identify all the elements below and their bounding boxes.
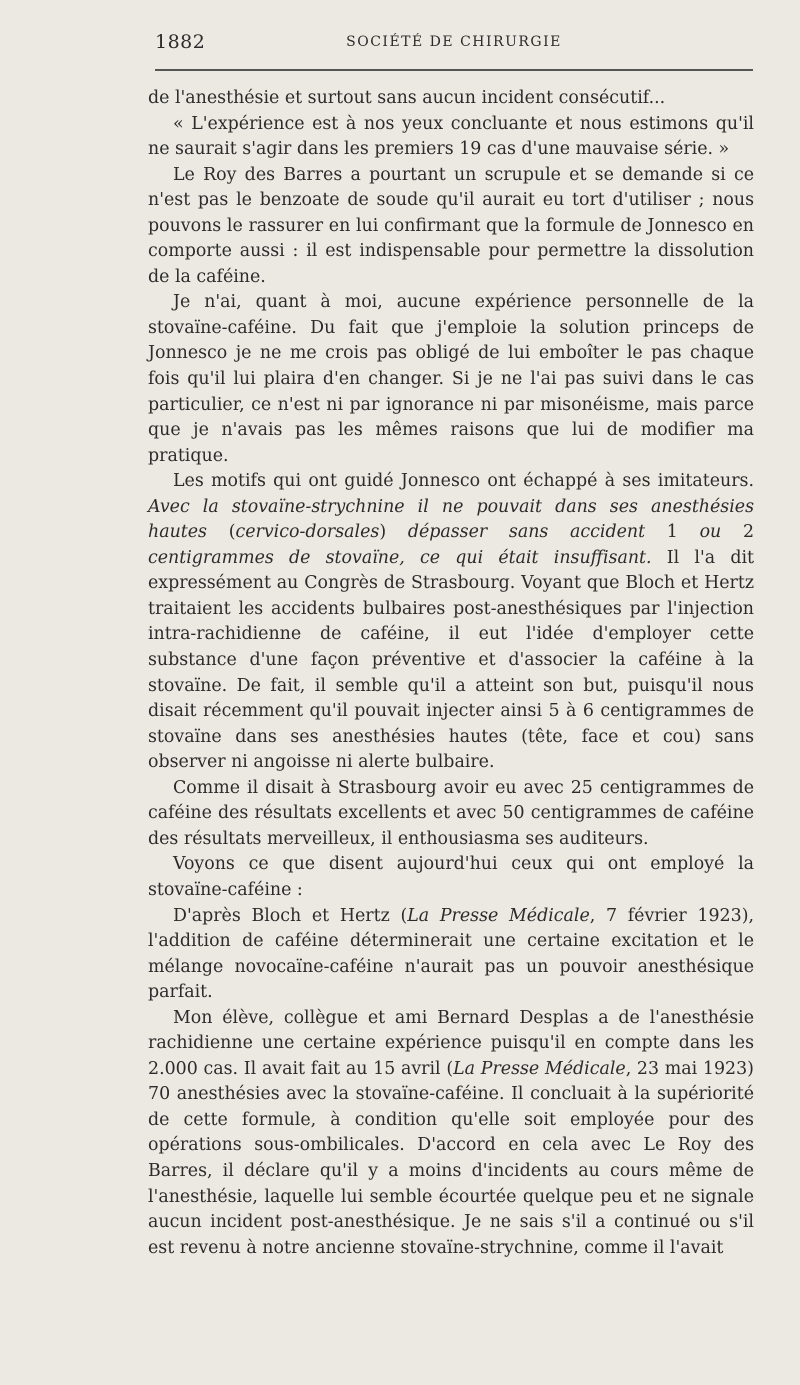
paragraph-5-italic-2: cervico-dorsales xyxy=(235,522,380,543)
paragraph-7: Voyons ce que disent aujourd'hui ceux qui ont employé la stovaïne-caféine : xyxy=(148,854,754,900)
paragraph-8-start: D'après Bloch et Hertz ( xyxy=(173,905,408,926)
body-text xyxy=(148,86,754,1261)
paragraph-5-italic-1: Avec la stovaïne-strychnine il ne pouvait dans ses anesthésies hautes xyxy=(148,496,754,543)
paragraph-8 xyxy=(148,904,754,1006)
paragraph-2: « L'expérience est à nos yeux concluante et nous estimons qu'il ne saurait s'agir dans les premiers 19 cas d'une mauvaise série. » xyxy=(148,113,754,160)
page-number: 1882 xyxy=(155,31,206,53)
paragraph-9-italic: La Presse Médicale xyxy=(453,1058,626,1079)
paragraph-5-italic-4: ou xyxy=(699,522,722,543)
paragraph-8-italic: La Presse Médicale xyxy=(407,905,590,926)
paragraph-5-italic-5: centigrammes de stovaïne, ce qui était insuffisant. xyxy=(148,547,652,568)
paragraph-8-rest: , 7 février 1923), l'addition de caféine déterminerait une certaine excitation et le mélange novocaïne-caféine n'aurait pas un pouvoir anesthésique parfait. xyxy=(148,905,755,1003)
paragraph-4: Je n'ai, quant à moi, aucune expérience personnelle de la stovaïne-caféine. Du fait que j'emploie la solution princeps de Jonnesco je ne me crois pas obligé de lui emboîter le pas chaque fois qu'il lui plaira d'en changer. Si je ne l'ai pas suivi dans le cas particulier, ce n'est ni par ignorance ni par misonéisme, mais parce que je n'avais pas les mêmes raisons que lui de modifier ma pratique. xyxy=(148,292,754,466)
paragraph-5-rest: Il l'a dit expressément au Congrès de Strasbourg. Voyant que Bloch et Hertz traitaient les accidents bulbaires post-anesthésiques par l'injection intra-rachidienne de caféine, il eut l'idée d'employer cette substance d'une façon préventive et d'associer la caféine à la stovaïne. De fait, il semble qu'il a atteint son but, puisqu'il nous disait récemment qu'il pouvait injecter ainsi 5 à 6 centigrammes de stovaïne dans ses anesthésies hautes (tête, face et cou) sans observer ni angoisse ni alerte bulbaire. xyxy=(148,547,755,773)
paragraph-5-start: Les motifs qui ont guidé Jonnesco ont échappé à ses imitateurs. xyxy=(173,471,754,492)
paragraph-9-rest: , 23 mai 1923) 70 anesthésies avec la stovaïne-caféine. Il concluait à la supériorité de cette formule, à condition qu'elle soit employée pour des opérations sous-ombilicales. D'accord en cela avec Le Roy des Barres, il déclare qu'il y a moins d'incidents au cours même de l'anesthésie, laquelle lui semble écourtée quelque peu et ne signale aucun incident post-anesthésique. Je ne sais s'il a continué ou s'il est revenu à notre ancienne stovaïne-strychnine, comme il l'avait xyxy=(148,1058,754,1258)
paragraph-6: Comme il disait à Strasbourg avoir eu avec 25 centigrammes de caféine des résultats excellents et avec 50 centigrammes de caféine des résultats merveilleux, il enthousiasma ses auditeurs. xyxy=(148,777,754,849)
paragraph-1: de l'anesthésie et surtout sans aucun incident consécutif... xyxy=(148,88,666,108)
paragraph-9 xyxy=(148,1006,754,1261)
paragraph-5-italic-3: dépasser sans accident xyxy=(407,522,646,543)
paragraph-5 xyxy=(148,469,754,776)
header-rule xyxy=(155,69,753,71)
paragraph-5-paren-close: ) xyxy=(379,522,387,543)
paragraph-5-number-1: 1 xyxy=(666,522,678,543)
paragraph-9-start: Mon élève, collègue et ami Bernard Desplas a de l'anesthésie rachidienne une certaine expérience puisqu'il en compte dans les 2.000 cas. Il avait fait au 15 avril ( xyxy=(148,1007,754,1079)
page-header xyxy=(155,31,753,55)
running-title: SOCIÉTÉ DE CHIRURGIE xyxy=(346,34,562,50)
paragraph-5-paren-open: ( xyxy=(228,522,236,543)
paragraph-3: Le Roy des Barres a pourtant un scrupule et se demande si ce n'est pas le benzoate de soude qu'il aurait eu tort d'utiliser ; nous pouvons le rassurer en lui confirmant que la formule de Jonnesco en comporte aussi : il est indispensable pour permettre la dissolution de la caféine. xyxy=(148,164,754,287)
paragraph-5-number-2: 2 xyxy=(742,522,755,543)
